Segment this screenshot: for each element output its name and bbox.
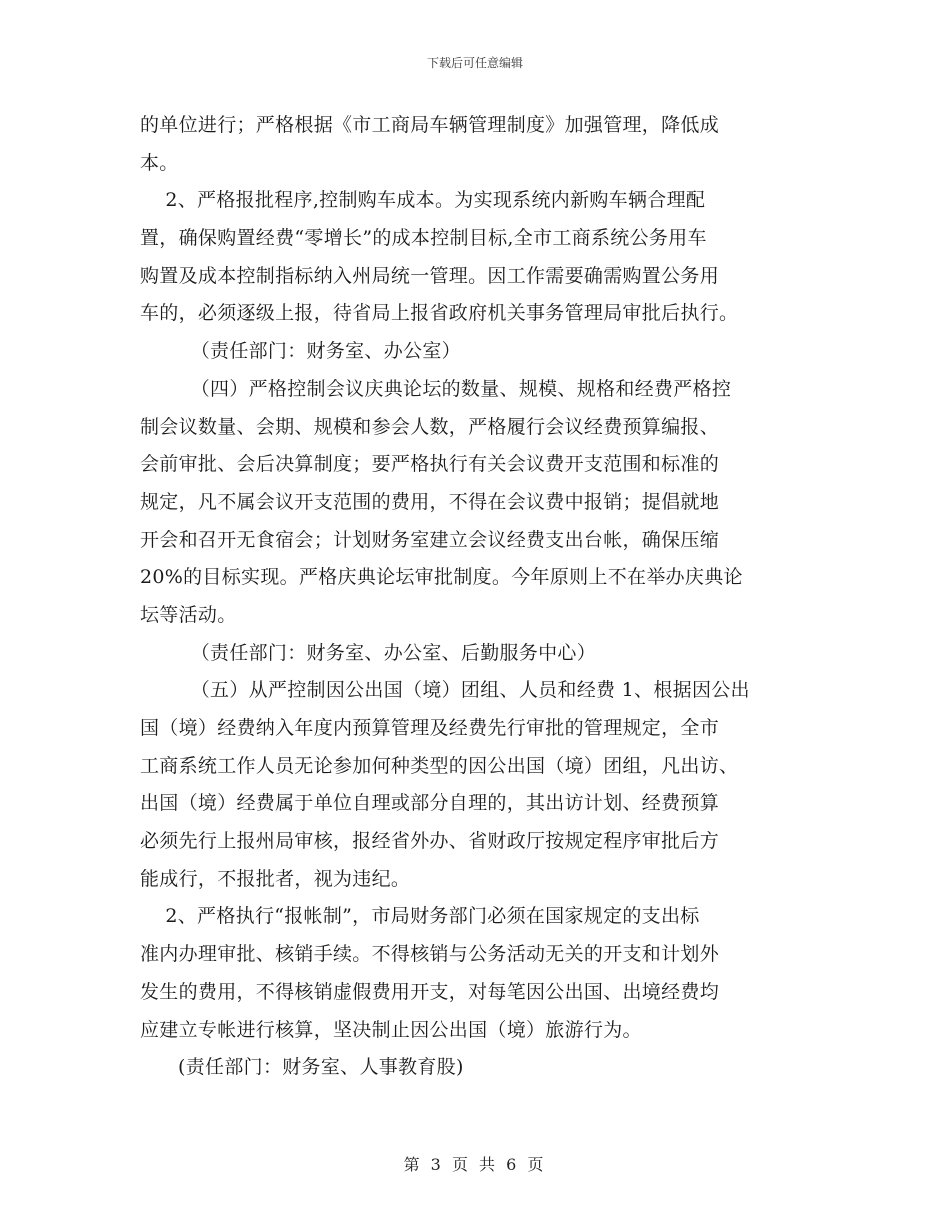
text-line: （五）从严控制因公出国（境）团组、人员和经费 1、根据因公出 xyxy=(140,679,750,702)
text-line: (责任部门：财务室、人事教育股) xyxy=(140,1056,464,1079)
text-line: 出国（境）经费属于单位自理或部分自理的，其出访计划、经费预算 xyxy=(140,792,720,815)
text-line: 本。 xyxy=(140,151,179,174)
text-line: 会前审批、会后决算制度；要严格执行有关会议费开支范围和标准的 xyxy=(140,453,720,476)
page-number: 第 3 页 共 6 页 xyxy=(403,1155,547,1174)
text-line: 的单位进行；严格根据《市工商局车辆管理制度》加强管理，降低成 xyxy=(140,114,720,136)
text-line: 2、严格执行“报帐制”，市局财务部门必须在国家规定的支出标 xyxy=(140,905,700,928)
text-line: 20%的目标实现。严格庆典论坛审批制度。今年原则上不在举办庆典论 xyxy=(140,566,743,589)
text-line: 工商系统工作人员无论参加何种类型的因公出国（境）团组，凡出访、 xyxy=(140,754,739,777)
text-line: 应建立专帐进行核算，坚决制止因公出国（境）旅游行为。 xyxy=(140,1018,642,1041)
text-line: 能成行，不报批者，视为违纪。 xyxy=(140,867,411,890)
text-line: （责任部门：财务室、办公室、后勤服务中心） xyxy=(140,641,597,664)
text-line: 开会和召开无食宿会；计划财务室建立会议经费支出台帐，确保压缩 xyxy=(140,528,720,551)
page-header-note: 下载后可任意编辑 xyxy=(426,56,523,70)
text-line: 准内办理审批、核销手续。不得核销与公务活动无关的开支和计划外 xyxy=(140,943,720,966)
text-line: 坛等活动。 xyxy=(140,603,237,626)
document-body xyxy=(140,107,820,1087)
text-line: 国（境）经费纳入年度内预算管理及经费先行审批的管理规定，全市 xyxy=(140,717,720,739)
text-line: 车的，必须逐级上报，待省局上报省政府机关事务管理局审批后执行。 xyxy=(140,302,739,325)
text-line: 购置及成本控制指标纳入州局统一管理。因工作需要确需购置公务用 xyxy=(140,264,720,287)
text-line: 必须先行上报州局审核，报经省外办、省财政厅按规定程序审批后方 xyxy=(140,830,720,853)
text-line: 2、严格报批程序,控制购车成本。为实现系统内新购车辆合理配 xyxy=(140,189,706,212)
text-line: 置，确保购置经费“零增长”的成本控制目标,全市工商系统公务用车 xyxy=(140,227,707,250)
text-line: 规定，凡不属会议开支范围的费用，不得在会议费中报销；提倡就地 xyxy=(140,490,720,513)
text-line: （四）严格控制会议庆典论坛的数量、规模、规格和经费严格控 xyxy=(140,377,732,400)
text-line: 制会议数量、会期、规模和参会人数，严格履行会议经费预算编报、 xyxy=(140,415,720,438)
text-line: 发生的费用，不得核销虚假费用开支，对每笔因公出国、出境经费均 xyxy=(140,980,720,1003)
text-line: （责任部门：财务室、办公室） xyxy=(140,340,461,363)
